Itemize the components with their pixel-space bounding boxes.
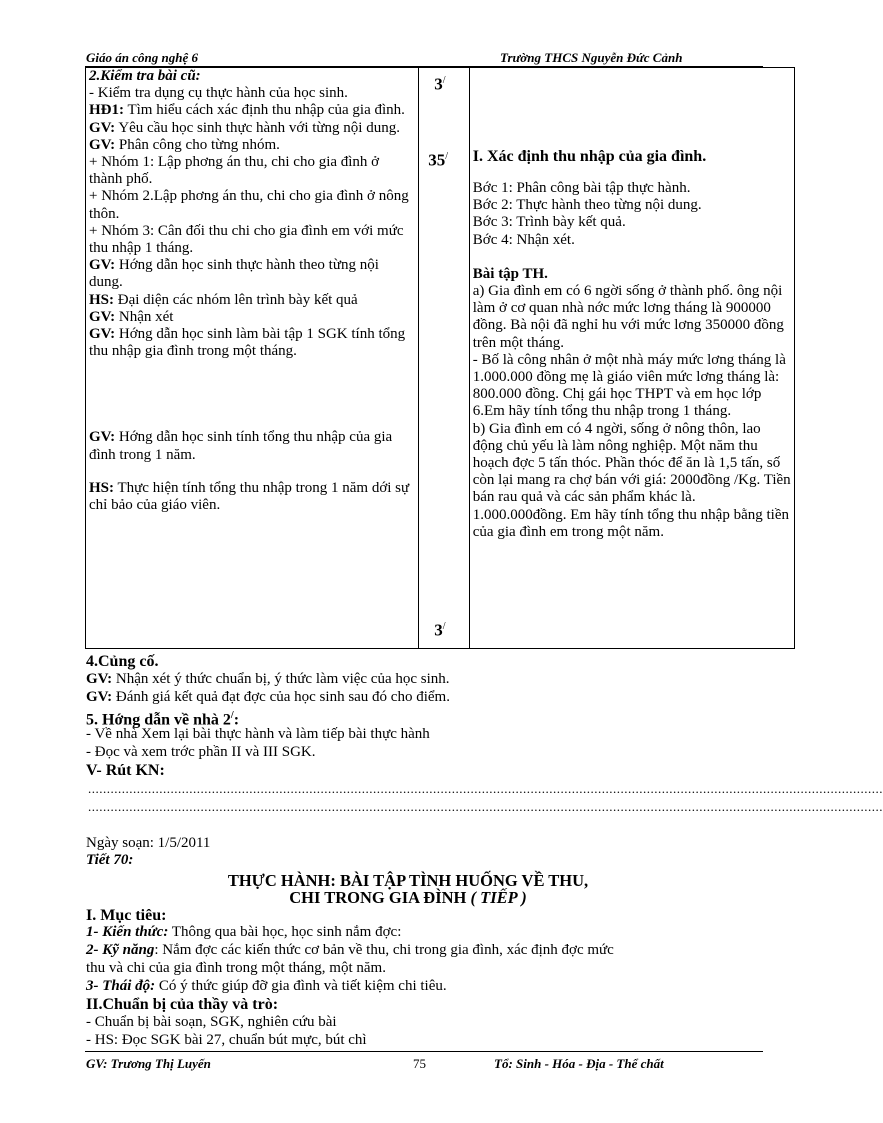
kynang-line-2: thu và chi của gia đình trong một tháng, một năm. xyxy=(86,960,386,976)
chuanbi-title: II.Chuẩn bị của thầy và trò: xyxy=(86,996,279,1013)
nhom3-text: + Nhóm 3: Cân đối thu chi cho gia đình em với mức thu nhập 1 tháng. xyxy=(89,222,404,257)
cc1-text: Nhận xét ý thức chuẩn bị, ý thức làm việc của học sinh. xyxy=(112,671,450,687)
cungco-line-2 xyxy=(86,689,450,706)
lesson-title-line-2: CHI TRONG GIA ĐÌNH ( TIẾP ) xyxy=(289,888,527,907)
kynang-text-1: : Nắm đợc các kiến thức cơ bản về thu, chi trong gia đình, xác định đợc mức xyxy=(154,942,614,958)
nhom2-text: + Nhóm 2.Lập phơng án thu, chi cho gia đình ở nông thôn. xyxy=(89,188,409,222)
step-1: Bớc 1: Phân công bài tập thực hành. xyxy=(472,180,691,196)
kienthuc-text: Thông qua bài học, học sinh nắm đợc: xyxy=(168,924,402,940)
kienthuc-label: 1- Kiến thức: xyxy=(86,924,169,940)
hs1-text: Đại diện các nhóm lên trình bày kết quả xyxy=(114,291,358,308)
footer-rule xyxy=(85,1051,763,1052)
hd1-label: HĐ1: xyxy=(89,102,124,119)
exercise-a-2: - Bố là công nhân ở một nhà máy mức lơng tháng là 1.000.000 đồng mẹ là giáo viên mức lơng tháng là: 800.000 đồng. Chị gái học THPT và em học lớp 6.Em hãy tính tổng thu nhập trong 1 tháng. xyxy=(472,351,786,420)
ngay-soan: Ngày soạn: 1/5/2011 xyxy=(86,835,211,851)
muctieu-title: I. Mục tiêu: xyxy=(86,907,167,924)
gv4-text: Nhận xét xyxy=(115,308,174,325)
gv6-text: Hớng dẫn học sinh tính tổng thu nhập của gia đình trong 1 năm. xyxy=(89,429,393,463)
page-number: 75 xyxy=(413,1056,426,1071)
gv5-text: Hớng dẫn học sinh làm bài tập 1 SGK tính tổng thu nhập gia đình trong một tháng. xyxy=(89,326,406,360)
cungco-title: 4.Củng cố. xyxy=(86,653,159,670)
exercise-b: b) Gia đình em có 4 ngời, sống ở nông thôn, lao động chủ yếu là làm nông nghiệp. Một năm thu hoạch đợc 5 tấn thóc. Phần thóc để ăn là 1,5 tấn, số còn lại mang ra chợ bán với giá: 2000đồng /Kg. Tiền bán rau quả và các sản phẩm khác là. 1.000.000đồng. Em hãy tính tổng thu nhập bằng tiền của gia đình em trong một năm. xyxy=(472,420,791,540)
nhom1-text: + Nhóm 1: Lập phơng án thu, chi cho gia đình ở thành phố. xyxy=(89,154,380,188)
hs2-text: Thực hiện tính tổng thu nhập trong 1 năm dới sự chỉ bảo của giáo viên. xyxy=(89,479,410,514)
lesson-table xyxy=(85,67,795,649)
kiemtra-title: 2.Kiểm tra bài cũ: xyxy=(89,68,201,84)
teacher-activities-cell xyxy=(86,68,419,649)
kynang-line-1 xyxy=(86,942,614,959)
gv3-text: Hớng dẫn học sinh thực hành theo từng nội dung. xyxy=(89,257,379,291)
title-tiep: ( TIẾP ) xyxy=(470,888,527,907)
footer-left: GV: Trương Thị Luyến xyxy=(86,1056,211,1071)
gv4-label: GV: xyxy=(89,308,116,325)
content-cell xyxy=(469,68,794,649)
gv5-label: GV: xyxy=(89,326,116,343)
kienthuc-line xyxy=(86,924,401,941)
section-title: I. Xác định thu nhập của gia đình. xyxy=(472,148,707,165)
footer-right: Tổ: Sinh - Hóa - Địa - Thể chất xyxy=(494,1056,664,1071)
time-mark-1: 3/ xyxy=(434,74,446,94)
thaido-text: Có ý thức giúp đỡ gia đình và tiết kiệm chi tiêu. xyxy=(155,978,447,994)
gv3-label: GV: xyxy=(89,257,116,274)
thaido-line xyxy=(86,978,447,995)
cc2-label: GV: xyxy=(86,689,113,705)
huongdan-line-1: - Về nhà Xem lại bài thực hành và làm tiếp bài thực hành xyxy=(86,726,430,742)
hd1-text: Tìm hiểu cách xác định thu nhập của gia đình. xyxy=(124,102,405,119)
huongdan-title: 5. Hớng dẫn về nhà 2/: xyxy=(86,710,240,729)
lesson-title-line-1: THỰC HÀNH: BÀI TẬP TÌNH HUỐNG VỀ THU, xyxy=(227,871,589,890)
gv2-label: GV: xyxy=(89,136,116,153)
hs1-label: HS: xyxy=(89,291,115,308)
thaido-label: 3- Thái độ: xyxy=(86,978,156,994)
cc2-text: Đánh giá kết quả đạt đợc của học sinh sau đó cho điểm. xyxy=(112,689,450,705)
step-3: Bớc 3: Trình bày kết quả. xyxy=(472,214,626,231)
step-4: Bớc 4: Nhận xét. xyxy=(472,231,575,248)
baitap-title: Bài tập TH. xyxy=(472,265,548,282)
cungco-line-1 xyxy=(86,671,450,688)
dotted-line-2: .................................................................................................................................................................................................................... xyxy=(88,799,883,814)
time-mark-3: 3/ xyxy=(434,620,446,640)
gv1-label: GV: xyxy=(89,119,116,136)
gv6-label: GV: xyxy=(89,429,116,446)
kynang-label: 2- Kỹ năng xyxy=(86,942,155,958)
hs2-label: HS: xyxy=(89,479,115,496)
chuanbi-1: - Chuẩn bị bài soạn, SGK, nghiên cứu bài xyxy=(86,1014,337,1030)
cc1-label: GV: xyxy=(86,671,113,687)
huongdan-line-2: - Đọc và xem trớc phần II và III SGK. xyxy=(86,744,316,760)
kiemtra-text: - Kiểm tra dụng cụ thực hành của học sinh. xyxy=(89,85,348,102)
gv2-text: Phân công cho từng nhóm. xyxy=(115,136,280,153)
exercise-a: a) Gia đình em có 6 ngời sống ở thành phố. ông nội làm ở cơ quan nhà nớc mức lơng tháng là 900000 đồng. Bà nội đã nghỉ hu với mức lơng 350000 đồng trên một tháng. xyxy=(472,283,784,351)
header-left: Giáo án công nghệ 6 xyxy=(86,50,198,65)
time-mark-2: 35/ xyxy=(428,150,449,170)
tiet-label: Tiết 70: xyxy=(86,852,134,868)
step-2: Bớc 2: Thực hành theo từng nội dung. xyxy=(472,197,702,214)
header-right: Trường THCS Nguyễn Đức Cảnh xyxy=(500,50,683,65)
rutkn-title: V- Rút KN: xyxy=(86,762,165,779)
time-cell xyxy=(419,68,469,649)
dotted-line-1: .................................................................................................................................................................................................................... xyxy=(88,781,883,796)
chuanbi-2: - HS: Đọc SGK bài 27, chuẩn bút mực, bút chì xyxy=(86,1032,367,1048)
gv1-text: Yêu cầu học sinh thực hành với từng nội dung. xyxy=(115,119,400,136)
